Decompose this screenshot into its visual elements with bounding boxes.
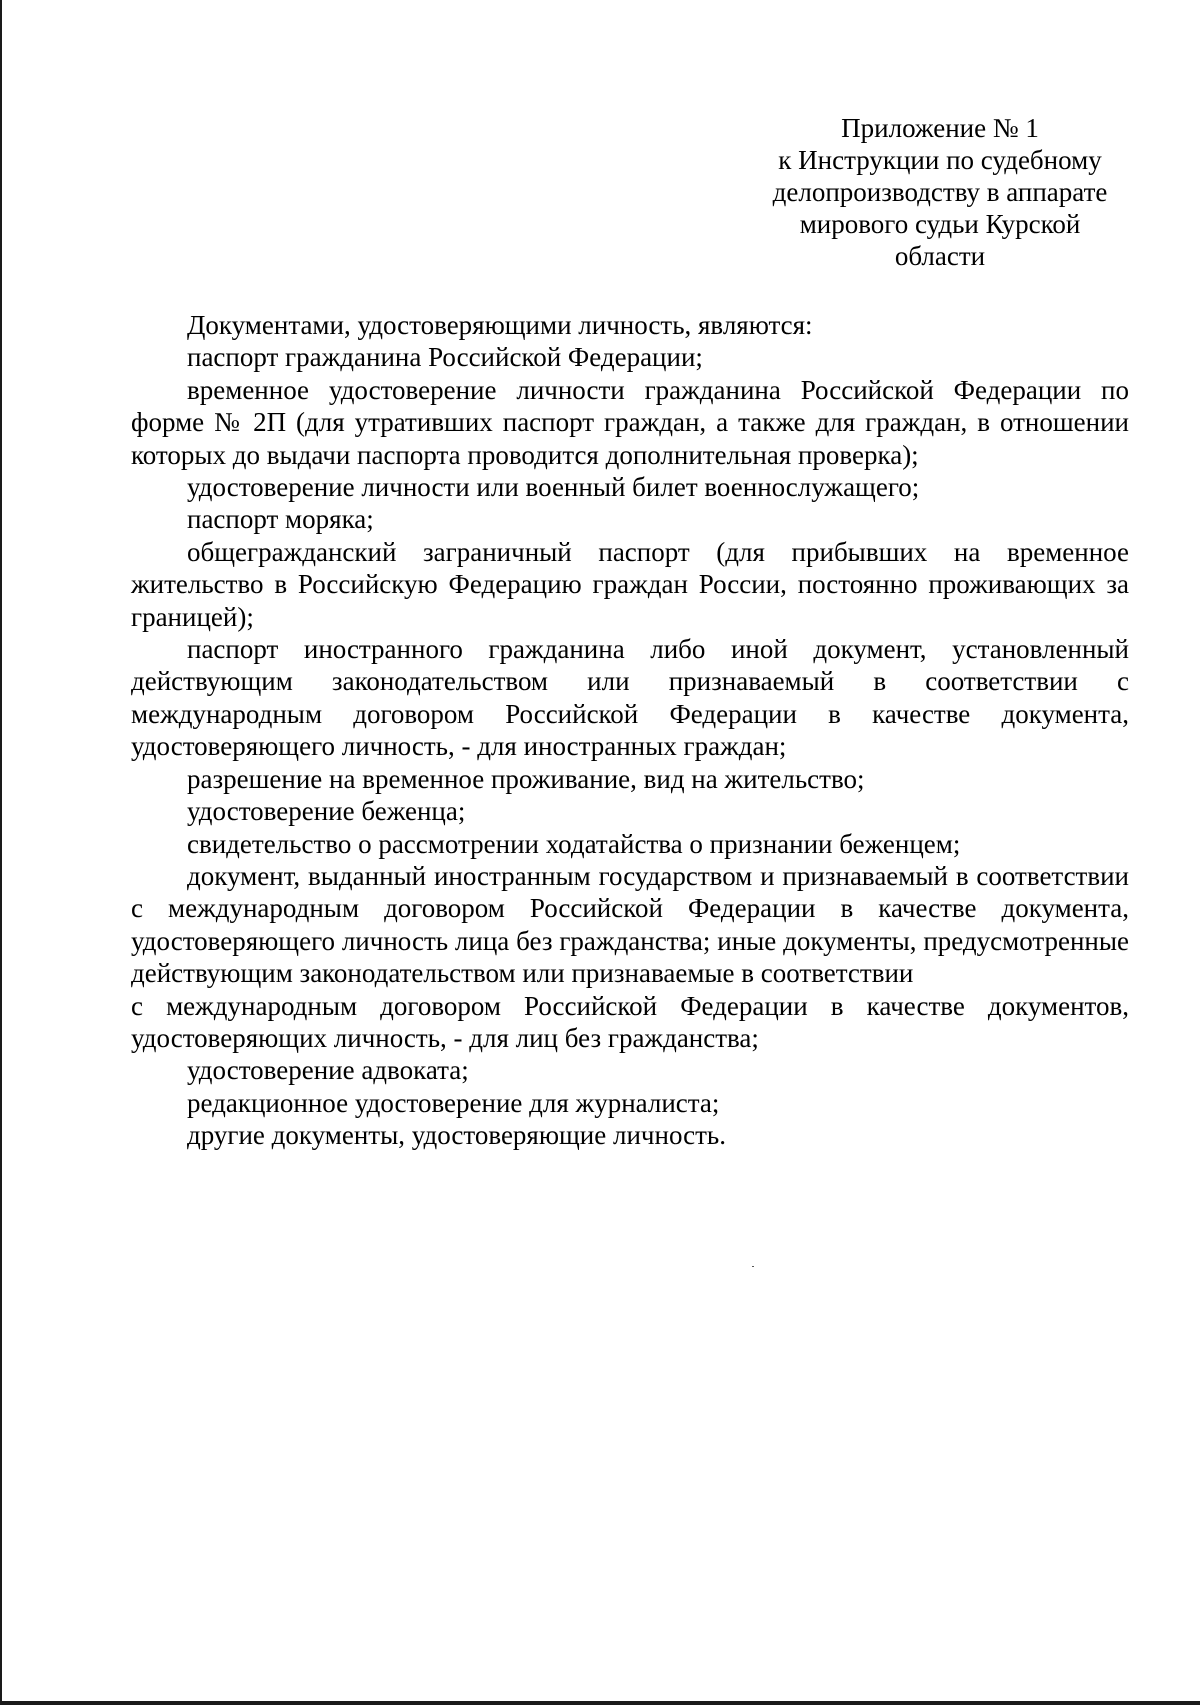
appendix-header-line: делопроизводству в аппарате: [772, 177, 1108, 207]
list-item: разрешение на временное проживание, вид на жительство;: [187, 763, 865, 794]
document-body: [131, 309, 1129, 1152]
intro-paragraph: Документами, удостоверяющими личность, являются:: [187, 310, 813, 340]
appendix-header: [730, 112, 1150, 272]
list-item-continuation: с международным договором Российской Федерации в качестве документов, удостоверяющих личность, - для лиц без гражданства;: [131, 990, 1129, 1053]
appendix-header-line: к Инструкции по судебному: [778, 145, 1102, 175]
scan-speck: [752, 1266, 754, 1267]
list-item: временное удостоверение личности гражданина Российской Федерации по форме № 2П (для утративших паспорт граждан, а также для граждан, в отношении которых до выдачи паспорта проводится дополнительная проверка);: [131, 374, 1129, 470]
list-item: удостоверение адвоката;: [187, 1055, 469, 1086]
list-item: удостоверение личности или военный билет военнослужащего;: [187, 472, 920, 503]
list-item: документ, выданный иностранным государством и признаваемый в соответствии с международным договором Российской Федерации в качестве документа, удостоверяющего личность лица без гражданства; иные документы, предусмотренные действующим законодательством или признаваемые в соответствии: [131, 860, 1129, 989]
list-item: паспорт моряка;: [187, 504, 374, 535]
appendix-header-line: области: [894, 241, 986, 271]
list-item: паспорт иностранного гражданина либо иной документ, установленный действующим законодательством или признаваемый в соответствии с международным договором Российской Федерации в качестве документа, удостоверяющего личность, - для иностранных граждан;: [131, 634, 1129, 762]
list-item: общегражданский заграничный паспорт (для прибывших на временное жительство в Российскую Федерацию граждан России, постоянно проживающих за границей);: [131, 536, 1129, 632]
appendix-header-line: мирового судьи Курской: [799, 209, 1081, 239]
scan-edge-left: [0, 0, 2, 1705]
list-item: паспорт гражданина Российской Федерации;: [187, 342, 703, 373]
appendix-header-line: Приложение № 1: [841, 113, 1039, 143]
list-item: свидетельство о рассмотрении ходатайства о признании беженцем;: [187, 828, 961, 859]
scan-edge-bottom: [0, 1701, 1200, 1705]
list-item: удостоверение беженца;: [187, 796, 466, 827]
list-item: другие документы, удостоверяющие личность.: [187, 1120, 726, 1151]
list-item: редакционное удостоверение для журналиста;: [187, 1087, 720, 1118]
